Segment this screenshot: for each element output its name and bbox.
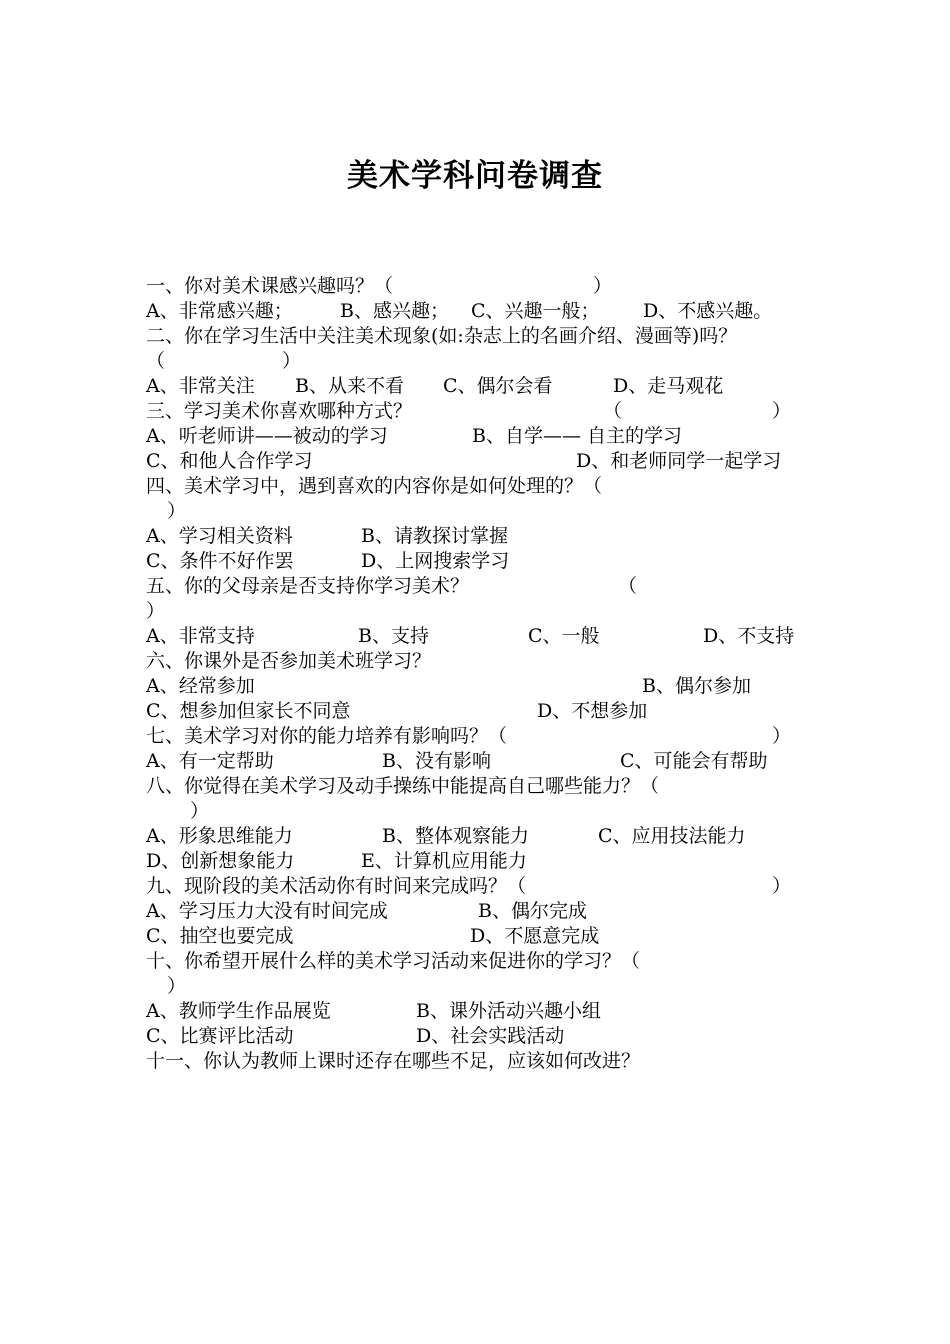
text-line	[146, 624, 826, 649]
text-segment: C、偶尔会看	[443, 375, 553, 397]
text-segment: C、想参加但家长不同意	[146, 700, 351, 722]
text-line	[146, 749, 826, 774]
text-segment: C、条件不好作罢	[146, 550, 294, 572]
text-line	[146, 574, 826, 599]
text-line	[146, 824, 826, 849]
text-line	[146, 999, 826, 1024]
text-line	[146, 449, 826, 474]
text-line	[146, 949, 826, 974]
text-segment: D、不想参加	[537, 700, 648, 722]
text-line	[146, 799, 826, 824]
text-segment: ）	[772, 400, 792, 422]
text-segment: 四、美术学习中，遇到喜欢的内容你是如何处理的？（	[146, 475, 603, 497]
text-line	[146, 1024, 826, 1049]
text-segment: ）	[772, 875, 792, 897]
text-segment: A、有一定帮助	[146, 750, 274, 772]
text-segment: ）	[282, 350, 302, 372]
text-segment: B、从来不看	[295, 375, 404, 397]
text-segment: B、自学—— 自主的学习	[472, 425, 683, 447]
text-segment: 五、你的父母亲是否支持你学习美术？	[146, 575, 470, 597]
text-segment: D、上网搜索学习	[361, 550, 510, 572]
text-segment: C、抽空也要完成	[146, 925, 294, 947]
text-segment: E、计算机应用能力	[361, 850, 527, 872]
text-segment: B、课外活动兴趣小组	[416, 1000, 601, 1022]
text-line	[146, 849, 826, 874]
text-segment: A、非常支持	[146, 625, 255, 647]
text-segment: A、学习压力大没有时间完成	[146, 900, 388, 922]
text-segment: 十一、你认为教师上课时还存在哪些不足，应该如何改进？	[146, 1050, 641, 1072]
text-segment: C、比赛评比活动	[146, 1025, 294, 1047]
text-segment: B、支持	[358, 625, 429, 647]
text-line	[146, 274, 826, 299]
text-segment: A、形象思维能力	[146, 825, 293, 847]
text-segment: D、创新想象能力	[146, 850, 295, 872]
text-segment: ）	[772, 725, 792, 747]
text-segment: ）	[593, 275, 613, 297]
document-title: 美术学科问卷调查	[347, 158, 603, 194]
text-segment: A、非常感兴趣；	[146, 300, 293, 322]
text-segment: A、听老师讲——被动的学习	[146, 425, 388, 447]
text-segment: C、可能会有帮助	[620, 750, 768, 772]
text-line	[146, 724, 826, 749]
text-line	[146, 524, 826, 549]
text-segment: B、偶尔参加	[642, 675, 751, 697]
text-segment: （	[618, 575, 638, 597]
text-segment: 二、你在学习生活中关注美术现象(如:杂志上的名画介绍、漫画等)吗？	[146, 325, 738, 347]
text-segment: A、非常关注	[146, 375, 255, 397]
text-segment: 六、你课外是否参加美术班学习？	[146, 650, 432, 672]
text-segment: C、兴趣一般；	[471, 300, 600, 322]
text-segment: B、偶尔完成	[478, 900, 587, 922]
text-segment: A、经常参加	[146, 675, 255, 697]
text-line	[146, 899, 826, 924]
text-line	[146, 924, 826, 949]
text-segment: D、社会实践活动	[416, 1025, 565, 1047]
text-line	[146, 674, 826, 699]
text-segment: C、应用技法能力	[598, 825, 746, 847]
text-segment: ）	[167, 500, 187, 522]
questionnaire-body	[146, 274, 826, 1074]
text-segment: （	[603, 400, 623, 422]
text-segment: ）	[146, 600, 166, 622]
text-segment: 三、学习美术你喜欢哪种方式？	[146, 400, 413, 422]
text-segment: A、教师学生作品展览	[146, 1000, 331, 1022]
text-segment: D、不愿意完成	[470, 925, 600, 947]
text-line	[146, 549, 826, 574]
text-segment: B、请教探讨掌握	[361, 525, 508, 547]
text-segment: 七、美术学习对你的能力培养有影响吗？（	[146, 725, 508, 747]
text-segment: 一、你对美术课感兴趣吗？（	[146, 275, 394, 297]
text-segment: 八、你觉得在美术学习及动手操练中能提高自己哪些能力？（	[146, 775, 660, 797]
text-segment: 九、现阶段的美术活动你有时间来完成吗？（	[146, 875, 527, 897]
text-line	[146, 474, 826, 499]
text-line	[146, 874, 826, 899]
text-segment: B、感兴趣；	[340, 300, 449, 322]
text-line	[146, 349, 826, 374]
text-segment: B、没有影响	[382, 750, 491, 772]
text-line	[146, 649, 826, 674]
text-line	[146, 1049, 826, 1074]
text-line	[146, 399, 826, 424]
text-segment: C、一般	[528, 625, 600, 647]
text-line	[146, 424, 826, 449]
text-segment: C、和他人合作学习	[146, 450, 313, 472]
text-line	[146, 699, 826, 724]
text-line	[146, 974, 826, 999]
text-segment: A、学习相关资料	[146, 525, 293, 547]
text-segment: 十、你希望开展什么样的美术学习活动来促进你的学习？（	[146, 950, 641, 972]
text-segment: D、不感兴趣。	[643, 300, 773, 322]
text-segment: D、和老师同学一起学习	[576, 450, 782, 472]
text-line	[146, 374, 826, 399]
text-line	[146, 499, 826, 524]
text-segment: D、走马观花	[613, 375, 724, 397]
text-segment: （	[146, 350, 166, 372]
text-line	[146, 774, 826, 799]
text-line	[146, 599, 826, 624]
text-line	[146, 299, 826, 324]
text-segment: ）	[167, 975, 187, 997]
text-line	[146, 324, 826, 349]
text-segment: B、整体观察能力	[382, 825, 529, 847]
text-segment: D、不支持	[703, 625, 795, 647]
text-segment: ）	[190, 800, 210, 822]
